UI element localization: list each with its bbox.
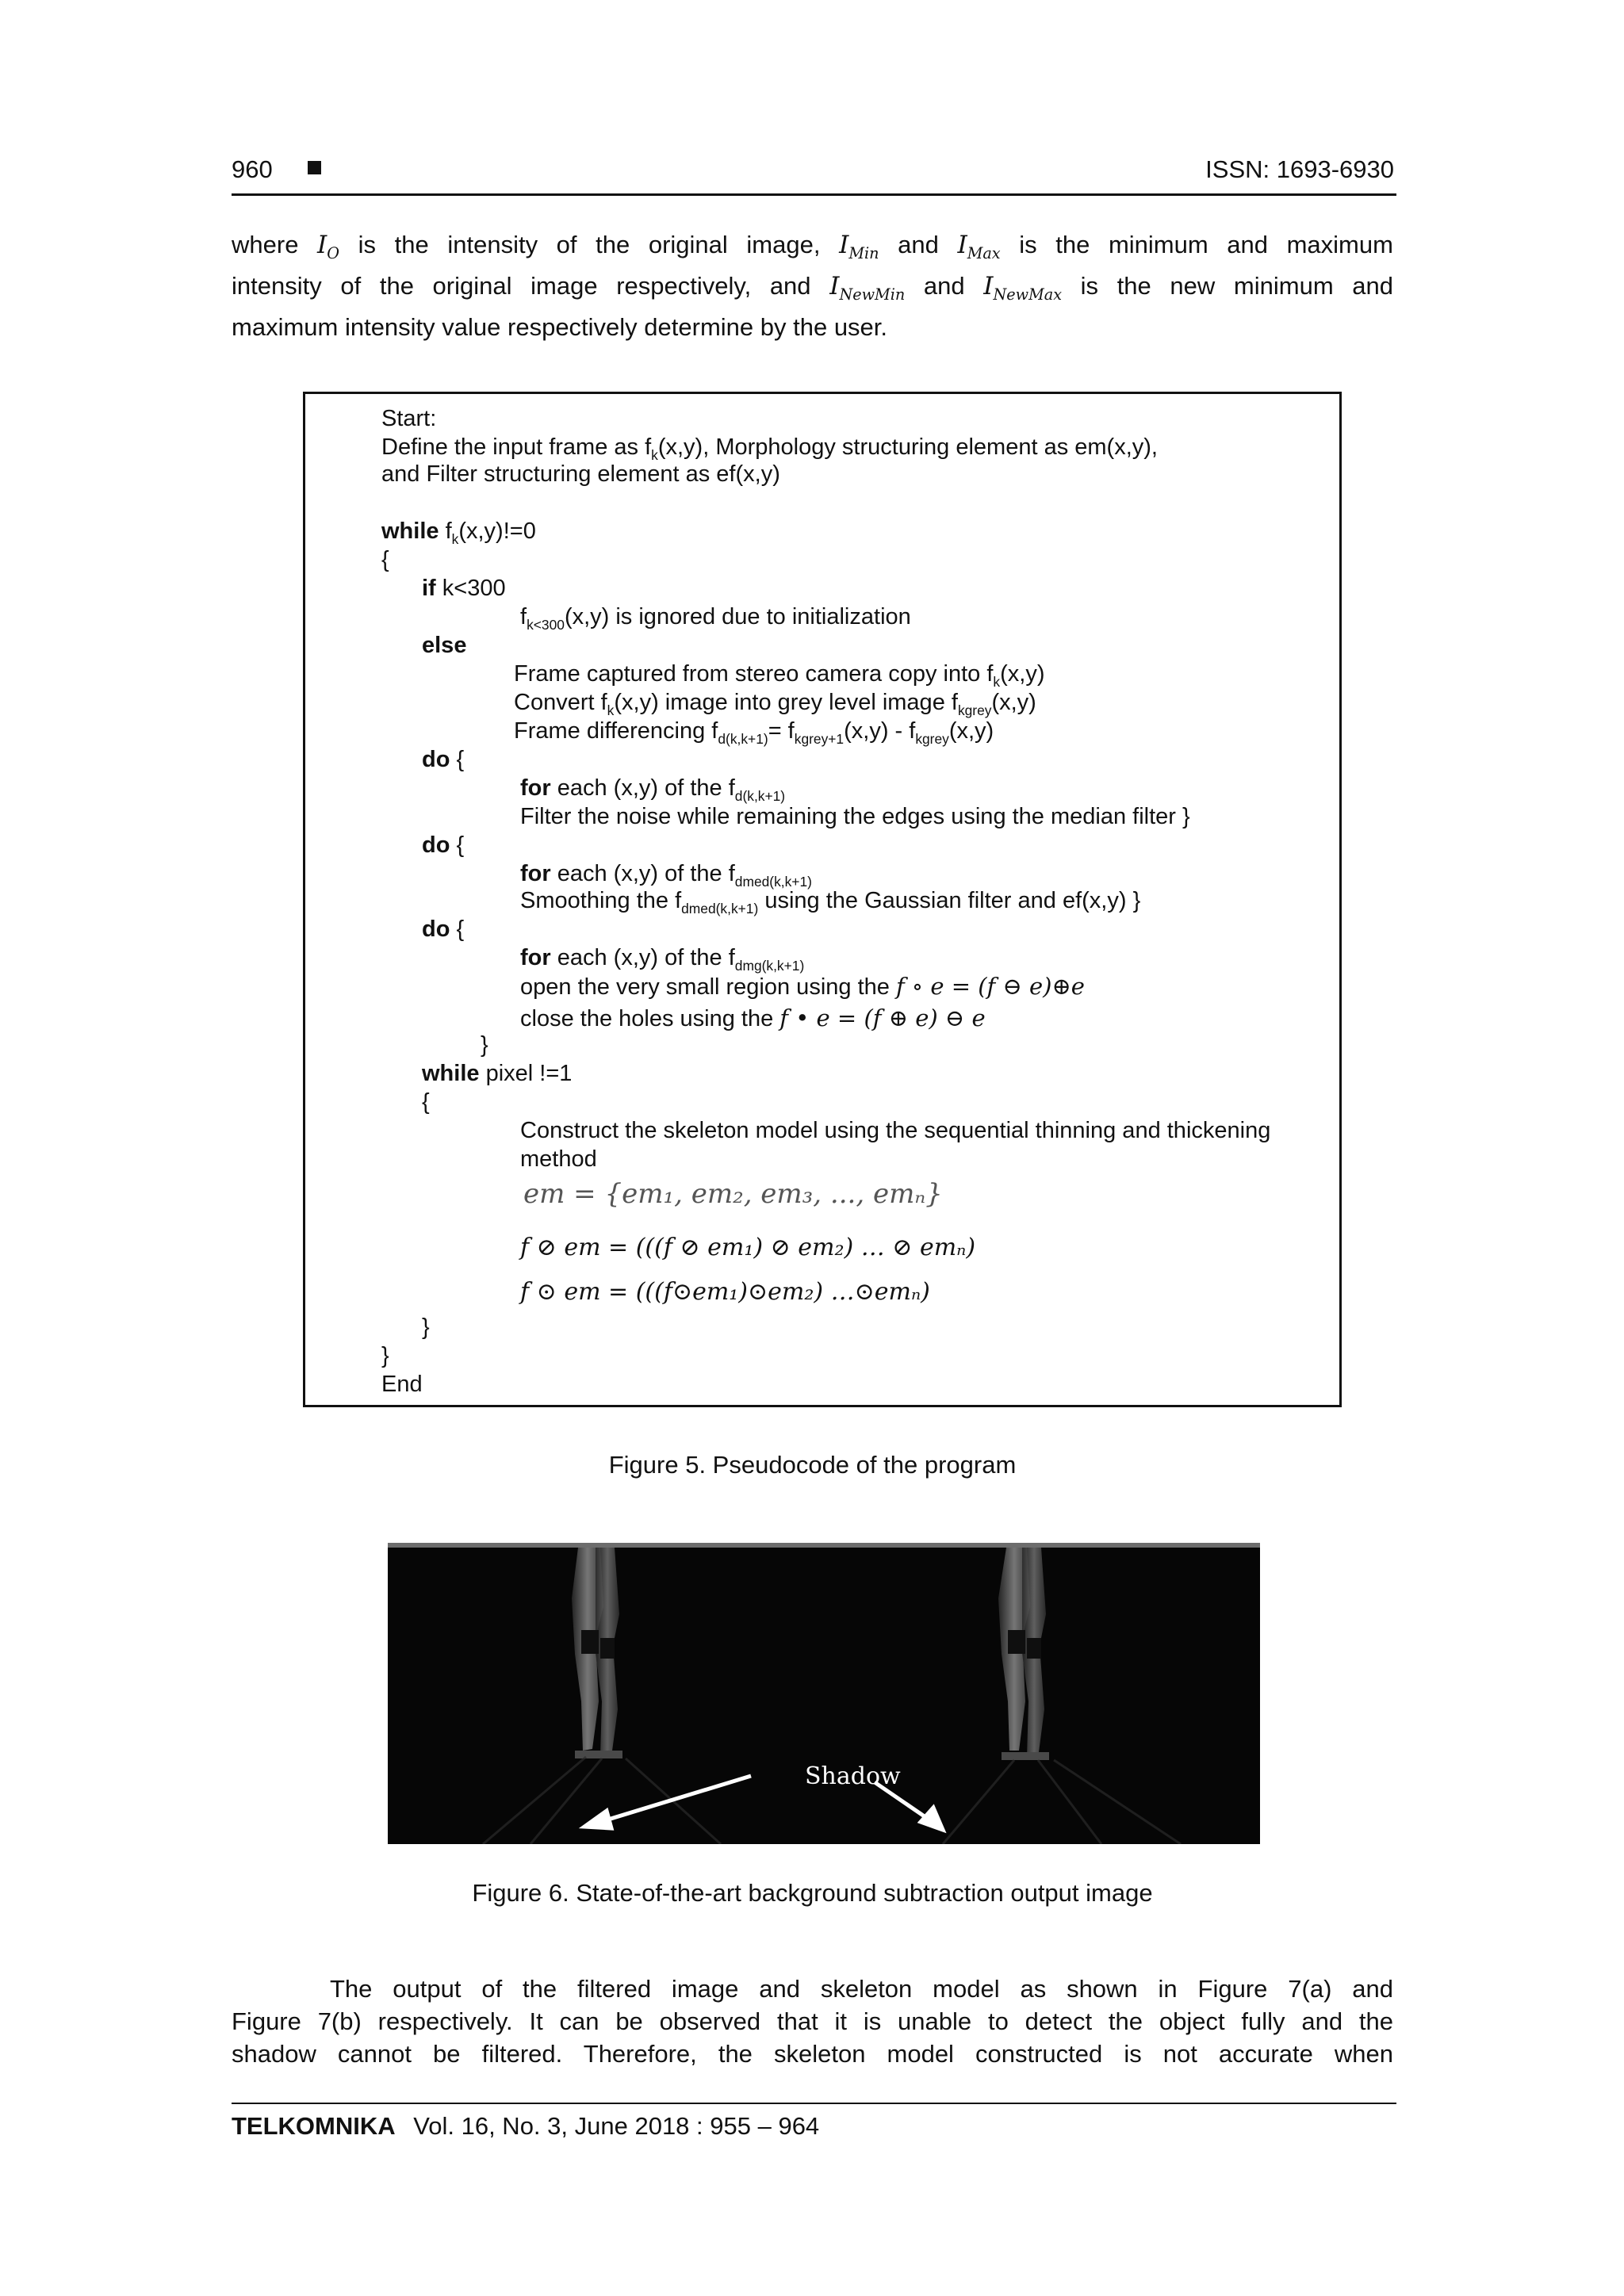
header-rule — [232, 193, 1396, 196]
figure-6-image — [388, 1543, 1260, 1844]
figure-6-caption: Figure 6. State-of-the-art background subtraction output image — [472, 1879, 1153, 1907]
pseudocode-brace-2: { — [422, 1089, 430, 1115]
body-paragraph — [232, 1973, 1393, 2070]
footer-rule — [232, 2103, 1396, 2104]
body-line-1: The output of the filtered image and skeleton model as shown in Figure 7(a) and — [330, 1975, 1393, 2003]
pseudocode-for-3: for each (x,y) of the $f_{dmg(k,k+1)}$ — [520, 945, 805, 974]
closing-equation: f • e = (f ⊕ e) ⊖ e — [779, 1004, 986, 1031]
pseudocode-inner-close: } — [481, 1032, 488, 1058]
pseudocode-close-holes: close the holes using the f • e = (f ⊕ e) ⊖ e — [520, 1004, 986, 1031]
pseudocode-end: End — [381, 1372, 423, 1397]
pseudocode-start: Start: — [381, 406, 437, 431]
pseudocode-close-inner: } — [422, 1314, 430, 1340]
pseudocode-differencing: Frame differencing $f_{d(k,k+1)}= f_{kgrey+1}(x,y) - f_{kgrey}(x,y)$ — [514, 718, 994, 747]
pseudocode-do-3: do { — [422, 916, 465, 942]
pseudocode-else: else — [422, 633, 467, 658]
footer-volume: Vol. 16, No. 3, June 2018 : 955 – 964 — [413, 2112, 820, 2140]
header-square-icon — [308, 161, 321, 174]
pseudocode-construct-1: Construct the skeleton model using the sequential thinning and thickening — [520, 1118, 1271, 1143]
pseudocode-frame-captured: Frame captured from stereo camera copy into $f_k(x,y)$ — [514, 661, 1045, 690]
issn: ISSN: 1693-6930 — [1205, 155, 1394, 183]
intro-line-1: where $I_O$ is the intensity of the original image, $I_{Min}$ and $I_{Max}$ is the minimum and maximum — [232, 231, 1393, 263]
pseudocode-for-2: for each (x,y) of the $f_{dmed(k,k+1)}$ — [520, 861, 812, 890]
opening-equation: f ∘ e = (f ⊖ e)⊕e — [895, 973, 1085, 1000]
pseudocode-do-1: do { — [422, 747, 465, 772]
thickening-equation: f ⊙ em = (((f⊙em₁)⊙em₂) …⊙emₙ) — [520, 1278, 930, 1306]
pseudocode-close-outer: } — [381, 1343, 389, 1368]
background-subtraction-image — [388, 1543, 1260, 1844]
pseudocode-while: while $f_k(x,y)!=0$ — [381, 519, 536, 547]
figure-5-caption: Figure 5. Pseudocode of the program — [608, 1451, 1017, 1479]
intro-paragraph — [232, 228, 1393, 343]
page-number: 960 — [232, 155, 273, 183]
pseudocode-ignored: $f_{k<300}(x,y)$ is ignored due to initialization — [520, 604, 911, 633]
pseudocode-while-2: while pixel !=1 — [422, 1061, 573, 1086]
pseudocode-convert: Convert $f_k(x,y)$ image into grey level image $f_{kgrey}(x,y)$ — [514, 690, 1036, 718]
pseudocode-construct-2: method — [520, 1146, 597, 1172]
body-line-2: Figure 7(b) respectively. It can be observed that it is unable to detect the object fully and the — [232, 2007, 1393, 2035]
pseudocode-define-1: Define the input frame as $f_k(x,y)$, Morphology structuring element as em(x,y), — [381, 434, 1158, 463]
pseudocode-smoothing: Smoothing the $f_{dmed(k,k+1)}$ using the Gaussian filter and ef(x,y) } — [520, 888, 1141, 916]
pseudocode-if: if k<300 — [422, 576, 506, 601]
footer-journal: TELKOMNIKA — [232, 2112, 396, 2140]
pseudocode-define-2: and Filter structuring element as ef(x,y) — [381, 461, 780, 487]
pseudocode-filter-noise: Filter the noise while remaining the edges using the median filter } — [520, 804, 1190, 829]
intro-line-3: maximum intensity value respectively determine by the user. — [232, 313, 888, 342]
body-line-3: shadow cannot be filtered. Therefore, the skeleton model constructed is not accurate when — [232, 2040, 1393, 2068]
intro-line-2: intensity of the original image respectively, and $I_{NewMin}$ and $I_{NewMax}$ is the new minimum and — [232, 272, 1393, 304]
thinning-equation: f ⊘ em = (((f ⊘ em₁) ⊘ em₂) … ⊘ emₙ) — [520, 1234, 976, 1261]
footer — [232, 2112, 819, 2141]
pseudocode-open-brace: { — [381, 547, 389, 572]
pseudocode-open-region: open the very small region using the f ∘ e = (f ⊖ e)⊕e — [520, 973, 1085, 1000]
pseudocode-do-2: do { — [422, 832, 465, 858]
shadow-label: Shadow — [805, 1762, 901, 1790]
em-set-equation: em = {em₁, em₂, em₃, ..., emₙ} — [523, 1178, 943, 1210]
pseudocode-for-1: for each (x,y) of the $f_{d(k,k+1)}$ — [520, 775, 786, 804]
